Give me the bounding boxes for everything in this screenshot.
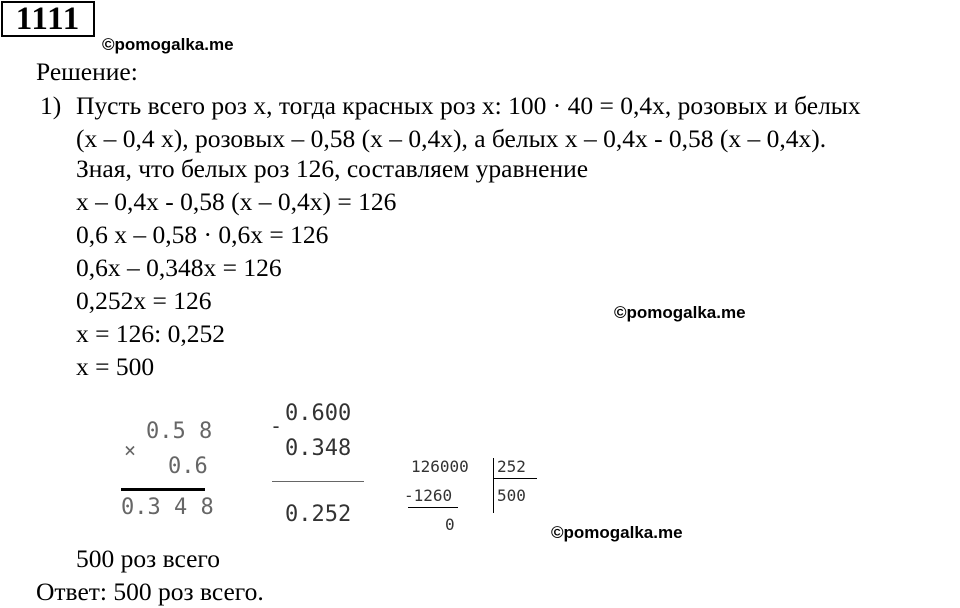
multiplication-sign: × [124,438,137,462]
multiplication-top: 0.5 8 [146,419,213,444]
multiplication-result: 0.3 4 8 [121,495,214,520]
solution-label: Решение: [36,57,138,86]
multiplication-rule [121,488,205,491]
division-subtrahend-rule [408,507,458,508]
solution-line-2: (x – 0,4 x), розовых – 0,58 (x – 0,4x), а белых x – 0,4x - 0,58 (x – 0,4x). [76,124,827,153]
division-quotient: 500 [497,486,526,505]
summary-line: 500 роз всего [76,544,220,573]
answer-line: Ответ: 500 роз всего. [36,577,264,606]
division-vertical-rule [493,458,494,513]
equation-line-1: x – 0,4x - 0,58 (x – 0,4x) = 126 [76,187,397,216]
multiplication-bottom: 0.6 [168,454,208,479]
division-dividend: 126000 [411,457,469,476]
equation-line-5: x = 126: 0,252 [76,319,225,348]
subtraction-sign: - [270,414,283,438]
problem-number: 1111 [15,1,81,37]
division-divisor-rule [493,478,537,479]
solution-line-3: Зная, что белых роз 126, составляем уравнение [76,154,589,183]
item-marker: 1) [40,91,62,120]
equation-line-4: 0,252x = 126 [76,286,212,315]
subtraction-bottom: 0.348 [285,436,352,461]
division-subtrahend: -1260 [404,486,453,505]
solution-line-1: Пусть всего роз x, тогда красных роз x: 100 · 40 = 0,4x, розовых и белых [76,91,861,120]
equation-line-2: 0,6 x – 0,58 · 0,6x = 126 [76,220,329,249]
equation-line-6: x = 500 [76,352,155,381]
watermark-top: ©pomogalka.me [102,35,234,54]
problem-number-box [1,1,95,37]
subtraction-result: 0.252 [285,502,352,527]
subtraction-rule [272,481,364,482]
division-remainder: 0 [445,515,455,534]
division-divisor: 252 [497,457,526,476]
watermark-middle: ©pomogalka.me [614,303,746,322]
subtraction-top: 0.600 [285,401,352,426]
equation-line-3: 0,6x – 0,348x = 126 [76,253,282,282]
watermark-bottom: ©pomogalka.me [551,523,683,542]
